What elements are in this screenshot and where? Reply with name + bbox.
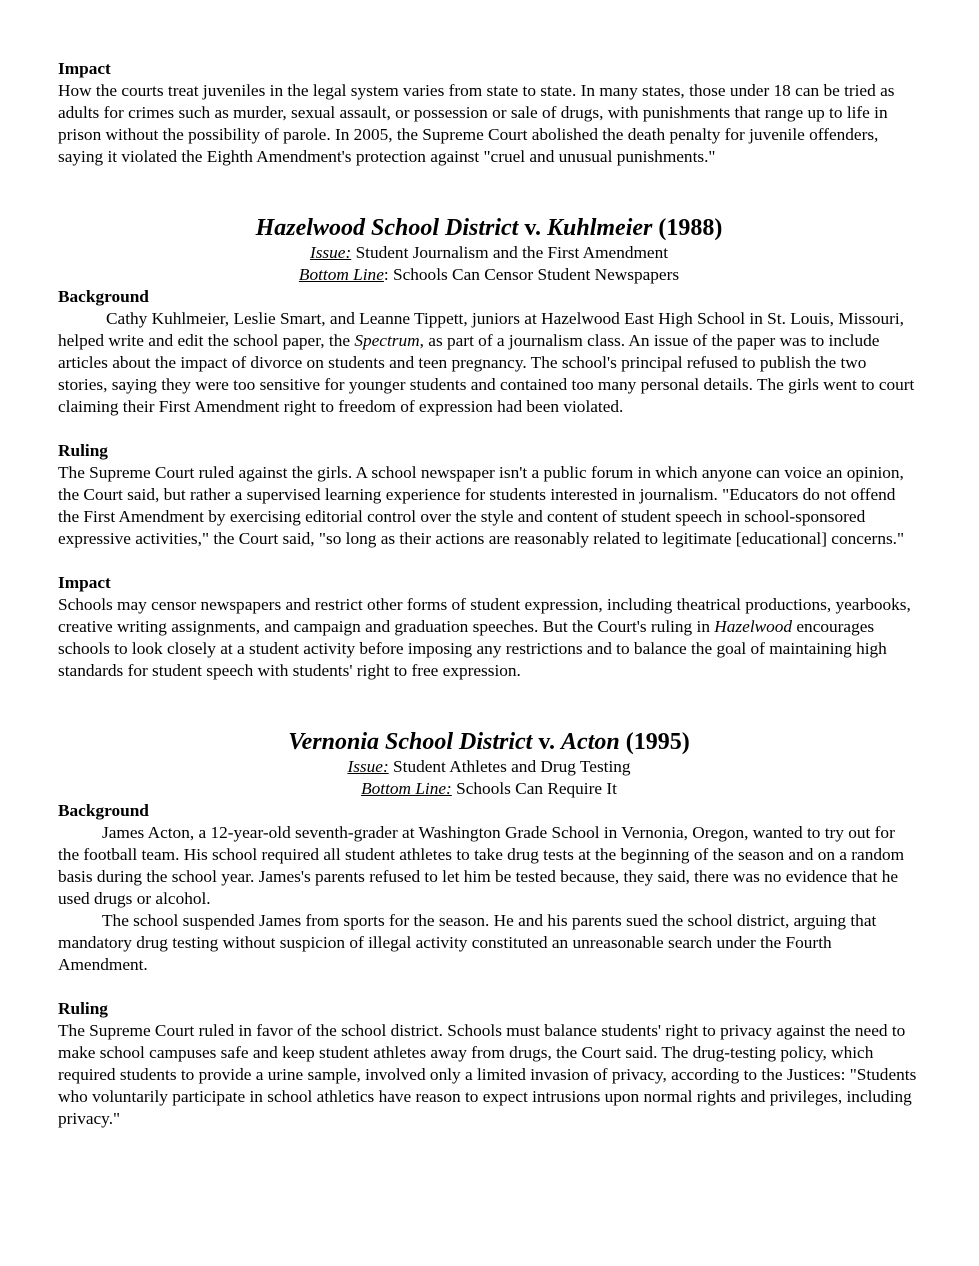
vernonia-background-heading: Background [58, 801, 149, 820]
hazelwood-background-heading: Background [58, 287, 149, 306]
vernonia-issue-label: Issue: [347, 757, 389, 776]
hazelwood-background-pre: Cathy Kuhlmeier, Leslie Smart, and Leanne Tippett, juniors at Hazelwood East High School in St. Louis, Missouri, helped write and edit the school paper, the [58, 309, 904, 350]
hazelwood-impact-text [58, 594, 920, 682]
hazelwood-impact-pre: Schools may censor newspapers and restrict other forms of student expression, including theatrical productions, yearbooks, creative writing assignments, and campaign and graduation speeches. But the Court's ruling in [58, 595, 911, 636]
vernonia-bottom-line [58, 778, 920, 800]
hazelwood-issue-text: Student Journalism and the First Amendment [355, 243, 669, 262]
hazelwood-impact-heading: Impact [58, 573, 111, 592]
vernonia-bottom-text: Schools Can Require It [456, 779, 617, 798]
hazelwood-background-post: , as part of a journalism class. An issue of the paper was to include articles about the impact of divorce on students and teen pregnancy. The school's principal refused to publish the two stories, saying they were too sensitive for younger students and contained too many personal details. The girls went to court claiming their First Amendment right to freedom of expression had been violated. [58, 331, 915, 416]
vernonia-ruling-heading: Ruling [58, 999, 108, 1018]
hazelwood-impact-post: encourages schools to look closely at a student activity before imposing any restrictions and to balance the goal of maintaining high standards for student speech with students' right to free expression. [58, 617, 887, 680]
hazelwood-issue-label: Issue: [309, 243, 352, 262]
vernonia-title-right: Acton [561, 729, 620, 755]
hazelwood-title-v: v. [524, 215, 542, 241]
spectrum-title: Spectrum [354, 331, 420, 350]
hazelwood-bottom-line [58, 264, 920, 286]
hazelwood-title [58, 214, 920, 242]
hazelwood-title-right: Kuhlmeier [547, 215, 653, 241]
vernonia-title-left: Vernonia School District [288, 729, 533, 755]
hazelwood-ruling-heading: Ruling [58, 441, 108, 460]
vernonia-bottom-label: Bottom Line: [361, 779, 452, 798]
vernonia-issue [58, 756, 920, 778]
intro-impact-heading: Impact [58, 59, 111, 78]
hazelwood-bottom-label: Bottom Line [298, 265, 384, 284]
document-page [58, 58, 920, 1130]
hazelwood-ruling-text: The Supreme Court ruled against the girls. A school newspaper isn't a public forum in which anyone can voice an opinion, the Court said, but rather a supervised learning experience for students interested in journalism. "Educators do not offend the First Amendment by exercising editorial control over the style and content of student speech in school-sponsored expressive activities," the Court said, "so long as their actions are reasonably related to legitimate [educational] concerns." [58, 463, 905, 548]
vernonia-title-v: v. [538, 729, 556, 755]
vernonia-title-year: (1995) [625, 729, 690, 755]
vernonia-ruling-text: The Supreme Court ruled in favor of the school district. Schools must balance students' right to privacy against the need to make school campuses safe and keep student athletes away from drugs, the Court said. The drug-testing policy, which required students to provide a urine sample, involved only a limited invasion of privacy, according to the Justices: "Students who voluntarily participate in school athletics have reason to expect intrusions upon normal rights and privileges, including privacy." [58, 1021, 917, 1128]
vernonia-issue-text: Student Athletes and Drug Testing [393, 757, 631, 776]
intro-impact-text: How the courts treat juveniles in the legal system varies from state to state. In many states, those under 18 can be tried as adults for crimes such as murder, sexual assault, or possession or sale of drugs, with punishments that range up to life in prison without the possibility of parole. In 2005, the Supreme Court abolished the death penalty for juvenile offenders, saying it violated the Eighth Amendment's protection against "cruel and unusual punishments." [58, 81, 895, 166]
vernonia-title [58, 728, 920, 756]
hazelwood-issue [58, 242, 920, 264]
vernonia-background-p1: James Acton, a 12-year-old seventh-grader at Washington Grade School in Vernonia, Oregon, wanted to try out for the football team. His school required all student athletes to take drug tests at the beginning of the season and on a random basis during the school year. James's parents refused to let him be tested because, they said, there was no evidence that he used drugs or alcohol. [58, 823, 905, 908]
hazelwood-background-text [58, 308, 920, 418]
hazelwood-bottom-text: : Schools Can Censor Student Newspapers [383, 265, 680, 284]
hazelwood-title-year: (1988) [658, 215, 723, 241]
hazelwood-title-left: Hazelwood School District [255, 215, 519, 241]
hazelwood-case-name: Hazelwood [714, 617, 793, 636]
vernonia-background-p2: The school suspended James from sports for the season. He and his parents sued the school district, arguing that mandatory drug testing without suspicion of illegal activity constituted an unreasonable search under the Fourth Amendment. [58, 911, 877, 974]
